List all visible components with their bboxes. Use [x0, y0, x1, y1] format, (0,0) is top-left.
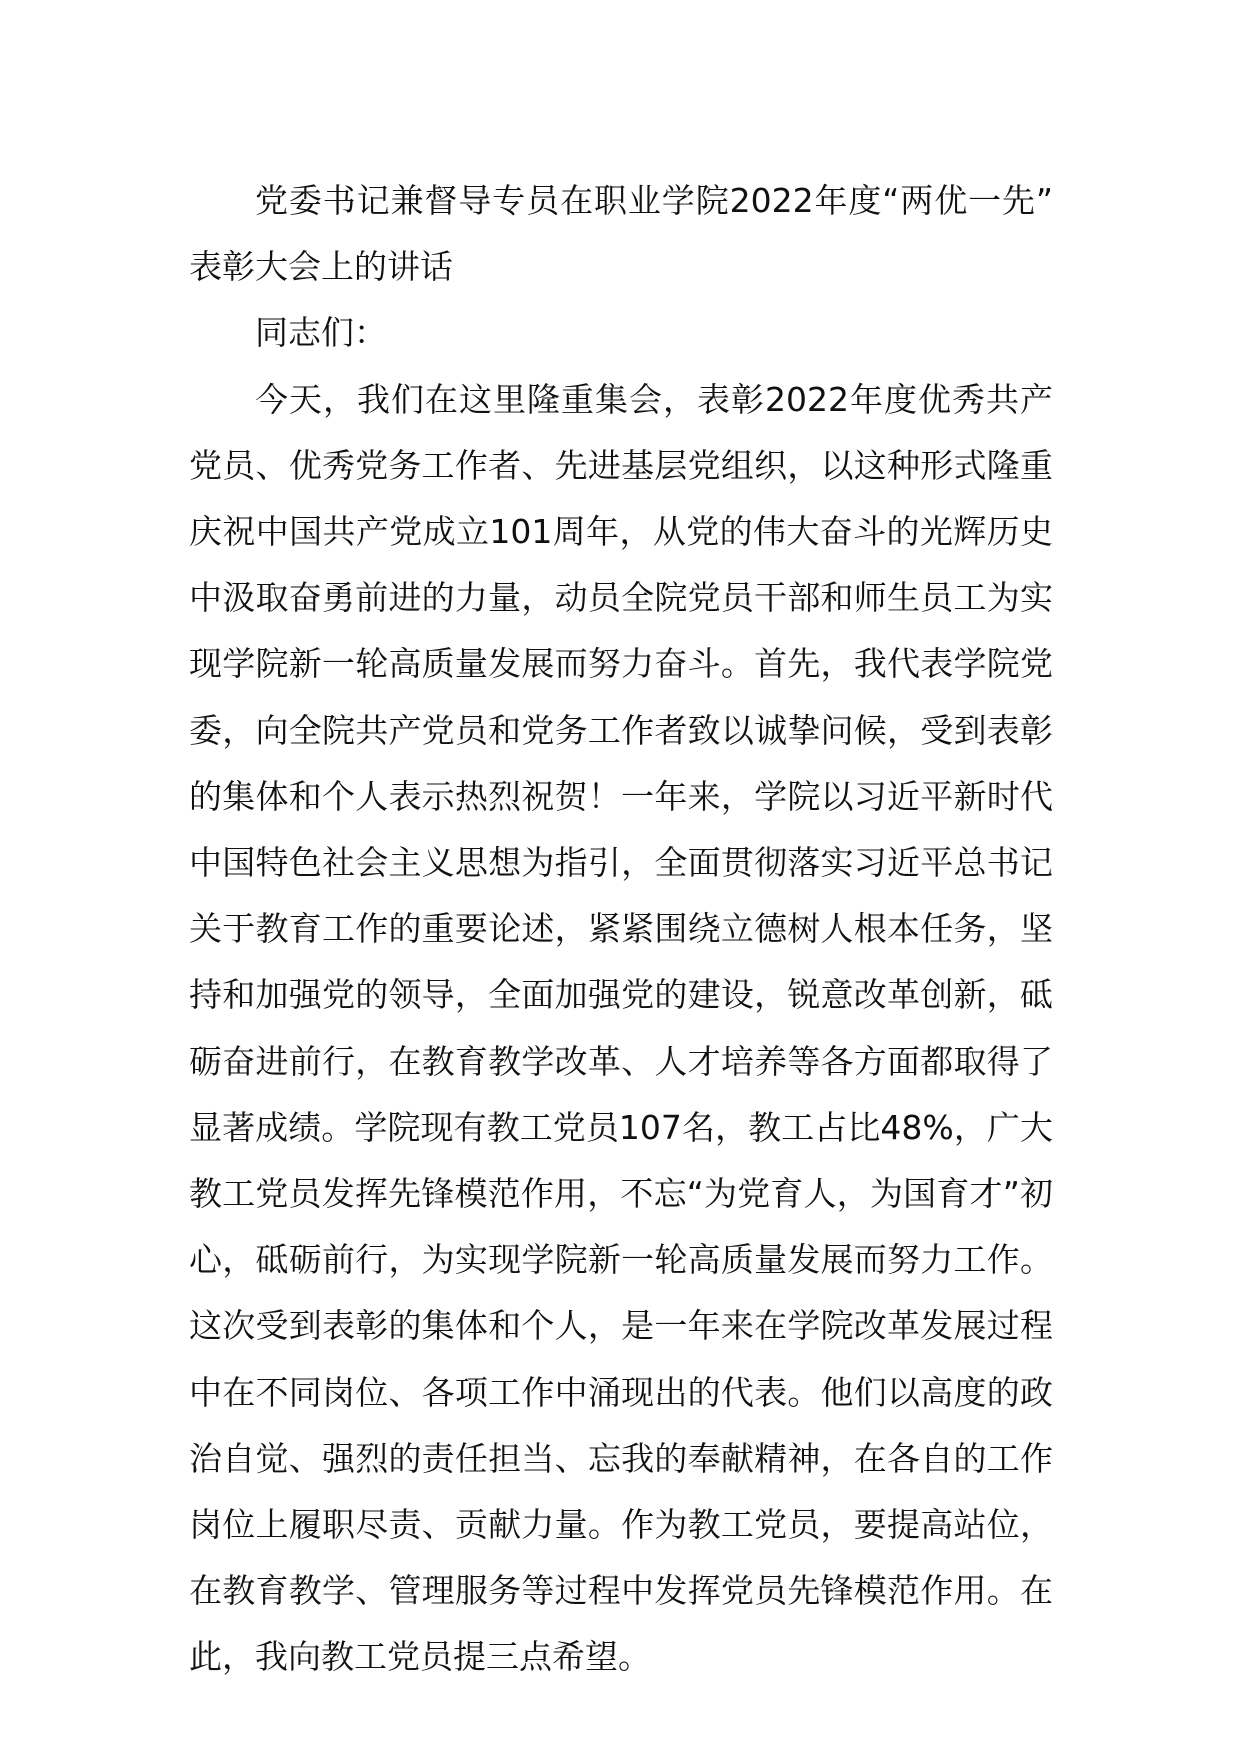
document-body	[189, 168, 1053, 1691]
salutation: 同志们：	[255, 313, 387, 353]
body-paragraph: 今天，我们在这里隆重集会，表彰2022年度优秀共产党员、优秀党务工作者、先进基层党组织，以这种形式隆重庆祝中国共产党成立101周年，从党的伟大奋斗的光辉历史中汲取奋勇前进的力量，动员全院党员干部和师生员工为实现学院新一轮高质量发展而努力奋斗。首先，我代表学院党委，向全院共产党员和党务工作者致以诚挚问候，受到表彰的集体和个人表示热烈祝贺！一年来，学院以习近平新时代中国特色社会主义思想为指引，全面贯彻落实习近平总书记关于教育工作的重要论述，紧紧围绕立德树人根本任务，坚持和加强党的领导，全面加强党的建设，锐意改革创新，砥砺奋进前行，在教育教学改革、人才培养等各方面都取得了显著成绩。学院现有教工党员107名，教工占比48%，广大教工党员发挥先锋模范作用，不忘“为党育人，为国育才”初心，砥砺前行，为实现学院新一轮高质量发展而努力工作。这次受到表彰的集体和个人，是一年来在学院改革发展过程中在不同岗位、各项工作中涌现出的代表。他们以高度的政治自觉、强烈的责任担当、忘我的奉献精神，在各自的工作岗位上履职尽责、贡献力量。作为教工党员，要提高站位，在教育教学、管理服务等过程中发挥党员先锋模范作用。在此，我向教工党员提三点希望。	[189, 379, 1053, 1677]
document-title: 党委书记兼督导专员在职业学院2022年度“两优一先”表彰大会上的讲话	[189, 181, 1053, 287]
